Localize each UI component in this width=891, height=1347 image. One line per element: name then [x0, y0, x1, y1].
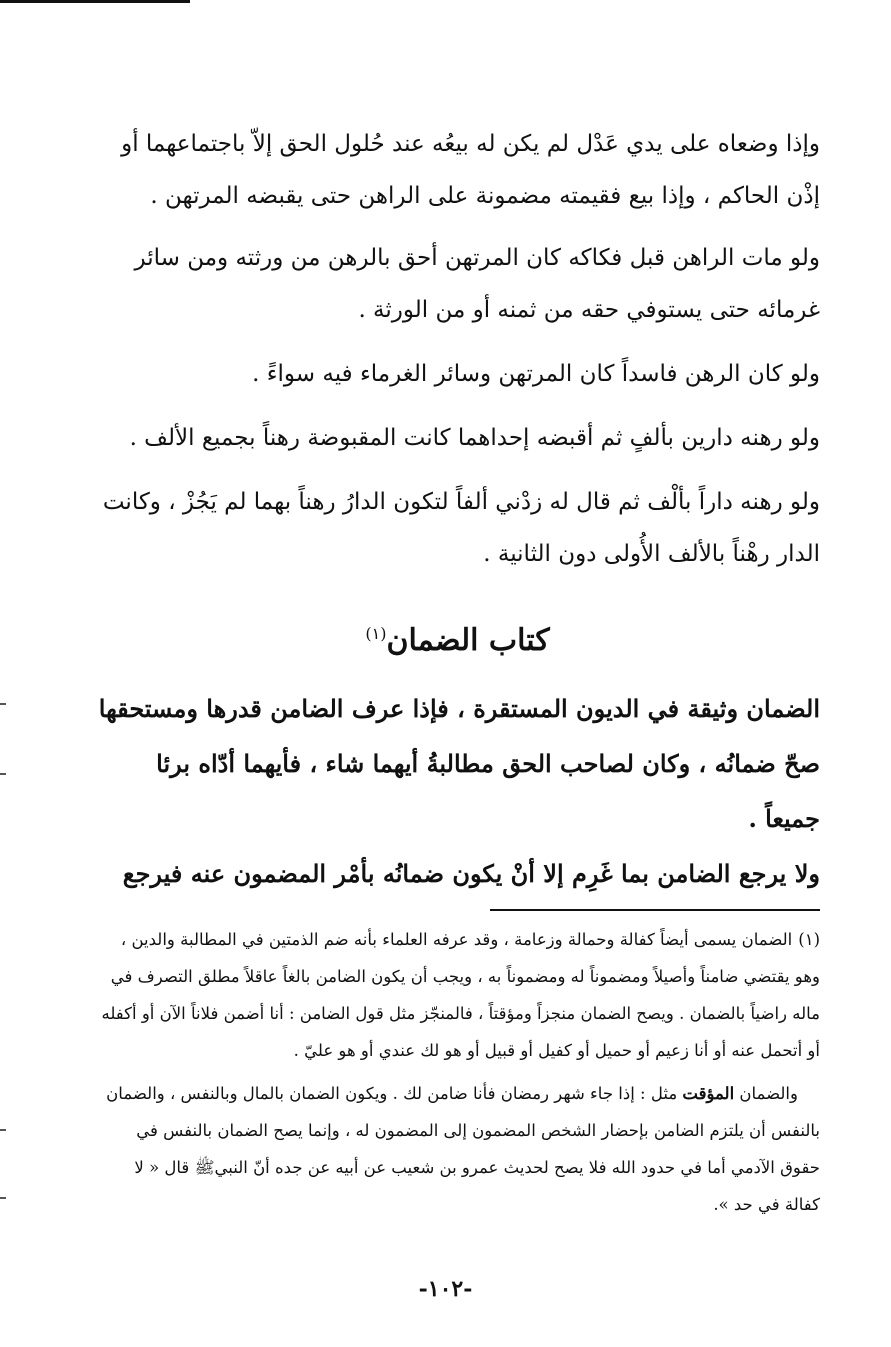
paragraph-pledger-death: ولو مات الراهن قبل فكاكه كان المرتهن أحق بالرهن من ورثته ومن سائر غرمائه حتى يستوفي حقه من ثمنه أو من الورثة . [134, 245, 820, 323]
edge-mark [0, 703, 6, 705]
edge-mark [0, 1197, 6, 1199]
footnote-1 [95, 921, 820, 1069]
paragraph-additional-debt: ولو رهنه داراً بألْف ثم قال له زدْني ألفاً لتكون الدارُ رهناً بهما لم يَجُزْ ، وكانت الدار رهْناً بالألف الأُولى دون الثانية . [102, 489, 820, 567]
paragraph-guarantor-recourse: ولا يرجع الضامن بما غَرِم إلا أنْ يكون ضمانُه بأمْر المضمون عنه فيرجع [122, 859, 820, 888]
top-rule [0, 0, 190, 3]
footnote-separator [490, 909, 820, 911]
paragraph-pledge-trustee: وإذا وضعاه على يدي عَدْل لم يكن له بيعُه عند حُلول الحق إلاّ باجتماعهما أو إذْن الحاكم ، وإذا بيع فقيمته مضمونة على الراهن حتى يقبضه المرتهن . [121, 131, 820, 209]
section-title-text: كتاب الضمان [386, 623, 550, 658]
edge-mark [0, 1129, 6, 1131]
footnote-text-part1: الضمان يسمى أيضاً كفالة وحمالة وزعامة ، وقد عرفه العلماء بأنه ضم الذمتين في المطالبة والدين ، وهو يقتضي ضامناً وأصيلاً ومضموناً له ومضموناً به ، ويجب أن يكون الضامن بالغاً عاقلاً مطلق التصرف في ماله راضياً بالضمان . ويصح الضمان منجزاً ومؤقتاً ، فالمنجّز مثل قول الضامن : أنا أضمن فلاناً الآن أو أكفله أو أتحمل عنه أو أنا زعيم أو حميل أو كفيل أو قبيل أو هو لك عندي أو هو عليّ . [101, 930, 820, 1060]
section-title [95, 614, 820, 661]
footnote-reference: (١) [365, 624, 387, 643]
paragraph-two-houses: ولو رهنه دارين بألفٍ ثم أقبضه إحداهما كانت المقبوضة رهناً بجميع الألف . [129, 425, 820, 451]
paragraph-invalid-pledge: ولو كان الرهن فاسداً كان المرتهن وسائر الغرماء فيه سواءً . [252, 361, 820, 387]
page-number: -١٠٢- [418, 1276, 473, 1302]
footnote-text-lead: والضمان [734, 1084, 798, 1103]
paragraph-guarantee-definition: الضمان وثيقة في الديون المستقرة ، فإذا عرف الضامن قدرها ومستحقها صحّ ضمانُه ، وكان لصاحب الحق مطالبةُ أيهما شاء ، فأيهما أدّاه برئا جميعاً . [98, 694, 820, 833]
page-body [95, 118, 820, 1223]
footnote-number: (١) [798, 930, 820, 949]
footnote-bold-term: المؤقت [682, 1084, 735, 1103]
footnote-1-continued [95, 1075, 820, 1223]
footnote-text-part2: مثل : إذا جاء شهر رمضان فأنا ضامن لك . ويكون الضمان بالمال وبالنفس ، والضمان بالنفس أن يلتزم الضامن بإحضار الشخص المضمون إلى المضمون له ، وإنما يصح الضمان بالنفس في حقوق الآدمي أما في حدود الله فلا يصح لحديث عمرو بن شعيب عن أبيه عن جده أنّ النبيﷺ قال « لا كفالة في حد ». [106, 1084, 820, 1214]
edge-mark [0, 773, 6, 775]
